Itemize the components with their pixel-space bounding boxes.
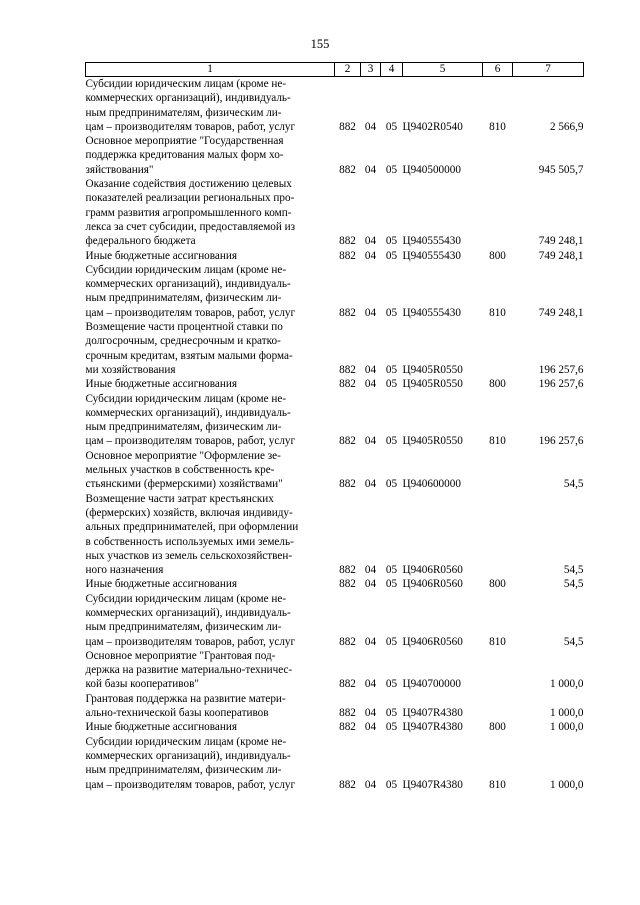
row-description (86, 492, 335, 578)
description-line: кой базы кооперативов" (85, 678, 199, 691)
cell-amount: 196 257,6 (538, 435, 584, 448)
cell-admin-code: 882 (339, 363, 356, 376)
cell-section: 04 (364, 363, 377, 376)
description-line: ного назначения (85, 564, 164, 577)
description-line: Иные бюджетные ассигнования (85, 378, 237, 391)
row-description (86, 720, 335, 734)
table-row (86, 263, 584, 320)
cell-subsection: 05 (385, 363, 398, 376)
cell-amount: 1 000,0 (549, 678, 584, 691)
cell-section: 04 (364, 163, 377, 176)
cell-expense-type: 800 (489, 249, 506, 262)
row-description (86, 320, 335, 377)
cell-expense-type (483, 449, 513, 492)
cell-target-article: Ц9405R0550 (402, 435, 463, 448)
table-row (86, 692, 584, 721)
description-line: коммерческих организаций), индивидуаль- (85, 406, 291, 419)
table-row (86, 392, 584, 449)
description-line: цам – производителям товаров, работ, услуг (85, 778, 296, 791)
cell-amount: 196 257,6 (538, 378, 584, 391)
cell-section: 04 (364, 249, 377, 262)
cell-target-article: Ц940555430 (402, 235, 461, 248)
cell-target-article: Ц9406R0560 (402, 578, 463, 591)
cell-amount: 1 000,0 (549, 707, 584, 720)
table-row (86, 592, 584, 649)
row-description (86, 377, 335, 391)
cell-target-article: Ц940555430 (402, 249, 461, 262)
cell-expense-type: 800 (489, 721, 506, 734)
cell-amount: 54,5 (563, 564, 584, 577)
cell-expense-type: 810 (489, 120, 506, 133)
cell-admin-code: 882 (339, 635, 356, 648)
cell-target-article: Ц9405R0550 (402, 378, 463, 391)
row-description (86, 649, 335, 692)
description-line: (фермерских) хозяйств, включая индивиду- (85, 506, 293, 519)
cell-expense-type: 810 (489, 435, 506, 448)
description-line: ным предпринимателям, физическим ли- (85, 292, 282, 305)
cell-amount: 749 248,1 (538, 249, 584, 262)
description-line: грамм развития агропромышленного комп- (85, 206, 292, 219)
description-line: ми хозяйствования (85, 363, 176, 376)
description-line: ных участков из земель сельскохозяйствен- (85, 549, 293, 562)
description-line: ным предпринимателям, физическим ли- (85, 421, 282, 434)
column-header: 1 (86, 63, 335, 77)
cell-section: 04 (364, 635, 377, 648)
cell-expense-type: 810 (489, 778, 506, 791)
row-description (86, 592, 335, 649)
cell-expense-type (483, 177, 513, 248)
description-line: срочным кредитам, взятым малыми форма- (85, 349, 293, 362)
cell-target-article: Ц9406R0560 (402, 564, 463, 577)
description-line: показателей реализации региональных про- (85, 192, 295, 205)
cell-amount: 54,5 (563, 578, 584, 591)
cell-section: 04 (364, 378, 377, 391)
cell-section: 04 (364, 306, 377, 319)
table-row (86, 377, 584, 391)
description-line: коммерческих организаций), индивидуаль- (85, 749, 291, 762)
cell-expense-type: 800 (489, 578, 506, 591)
table-row (86, 177, 584, 248)
cell-admin-code: 882 (339, 721, 356, 734)
cell-target-article: Ц9402R0540 (402, 120, 463, 133)
description-line: поддержка кредитования малых форм хо- (85, 149, 284, 162)
table-row (86, 77, 584, 135)
cell-admin-code: 882 (339, 778, 356, 791)
table-header-row (86, 63, 584, 77)
description-line: цам – производителям товаров, работ, услуг (85, 635, 296, 648)
description-line: федерального бюджета (85, 235, 196, 248)
row-description (86, 449, 335, 492)
description-line: Основное мероприятие "Грантовая под- (85, 649, 276, 662)
description-line: коммерческих организаций), индивидуаль- (85, 278, 291, 291)
row-description (86, 692, 335, 721)
cell-expense-type (483, 134, 513, 177)
table-row (86, 735, 584, 792)
table-row (86, 249, 584, 263)
row-description (86, 735, 335, 792)
cell-subsection: 05 (385, 678, 398, 691)
cell-subsection: 05 (385, 721, 398, 734)
description-line: мельных участков в собственность кре- (85, 464, 275, 477)
cell-amount: 196 257,6 (538, 363, 584, 376)
table-row (86, 577, 584, 591)
row-description (86, 392, 335, 449)
cell-expense-type (483, 692, 513, 721)
cell-admin-code: 882 (339, 678, 356, 691)
cell-section: 04 (364, 564, 377, 577)
cell-section: 04 (364, 578, 377, 591)
cell-amount: 749 248,1 (538, 306, 584, 319)
cell-expense-type (483, 492, 513, 578)
cell-admin-code: 882 (339, 120, 356, 133)
column-header: 6 (483, 63, 513, 77)
description-line: ным предпринимателям, физическим ли- (85, 764, 282, 777)
description-line: держка на развитие материально-техничес- (85, 664, 293, 677)
cell-expense-type: 810 (489, 306, 506, 319)
cell-target-article: Ц9407R4380 (402, 707, 463, 720)
cell-admin-code: 882 (339, 564, 356, 577)
description-line: Субсидии юридическим лицам (кроме не- (85, 592, 287, 605)
cell-amount: 54,5 (563, 635, 584, 648)
cell-admin-code: 882 (339, 306, 356, 319)
cell-target-article: Ц940700000 (402, 678, 461, 691)
cell-amount: 749 248,1 (538, 235, 584, 248)
description-line: цам – производителям товаров, работ, услуг (85, 435, 296, 448)
description-line: зяйствования" (85, 163, 154, 176)
cell-subsection: 05 (385, 235, 398, 248)
description-line: Возмещение части процентной ставки по (85, 321, 283, 334)
cell-section: 04 (364, 235, 377, 248)
description-line: Иные бюджетные ассигнования (85, 578, 237, 591)
cell-target-article: Ц940500000 (402, 163, 461, 176)
cell-admin-code: 882 (339, 707, 356, 720)
description-line: Субсидии юридическим лицам (кроме не- (85, 263, 287, 276)
description-line: стьянскими (фермерскими) хозяйствами" (85, 478, 283, 491)
cell-expense-type (483, 320, 513, 377)
description-line: Субсидии юридическим лицам (кроме не- (85, 735, 287, 748)
column-header: 5 (403, 63, 483, 77)
table-row (86, 649, 584, 692)
cell-subsection: 05 (385, 306, 398, 319)
cell-section: 04 (364, 778, 377, 791)
description-line: Оказание содействия достижению целевых (85, 178, 292, 191)
column-header: 4 (381, 63, 403, 77)
cell-subsection: 05 (385, 707, 398, 720)
cell-amount: 1 000,0 (549, 721, 584, 734)
table-row (86, 492, 584, 578)
cell-subsection: 05 (385, 435, 398, 448)
cell-section: 04 (364, 435, 377, 448)
cell-admin-code: 882 (339, 435, 356, 448)
description-line: ным предпринимателям, физическим ли- (85, 106, 282, 119)
cell-target-article: Ц9405R0550 (402, 363, 463, 376)
cell-subsection: 05 (385, 578, 398, 591)
description-line: Возмещение части затрат крестьянских (85, 492, 274, 505)
cell-admin-code: 882 (339, 478, 356, 491)
cell-subsection: 05 (385, 249, 398, 262)
row-description (86, 134, 335, 177)
row-description (86, 249, 335, 263)
cell-amount: 54,5 (563, 478, 584, 491)
row-description (86, 577, 335, 591)
cell-admin-code: 882 (339, 378, 356, 391)
description-line: альных предпринимателей, при оформлении (85, 521, 299, 534)
cell-expense-type (483, 649, 513, 692)
description-line: ально-технической базы кооперативов (85, 707, 269, 720)
description-line: Субсидии юридическим лицам (кроме не- (85, 392, 287, 405)
cell-target-article: Ц940600000 (402, 478, 461, 491)
cell-amount: 2 566,9 (549, 120, 584, 133)
table-body (86, 77, 584, 792)
description-line: Субсидии юридическим лицам (кроме не- (85, 78, 287, 90)
page-number: 155 (310, 37, 330, 51)
description-line: Основное мероприятие "Государственная (85, 135, 284, 148)
cell-admin-code: 882 (339, 249, 356, 262)
cell-section: 04 (364, 678, 377, 691)
column-header: 7 (513, 63, 584, 77)
description-line: коммерческих организаций), индивидуаль- (85, 92, 291, 105)
cell-target-article: Ц940555430 (402, 306, 461, 319)
cell-expense-type: 810 (489, 635, 506, 648)
cell-target-article: Ц9406R0560 (402, 635, 463, 648)
cell-amount: 945 505,7 (538, 163, 584, 176)
description-line: Иные бюджетные ассигнования (85, 721, 237, 734)
table-row (86, 134, 584, 177)
cell-subsection: 05 (385, 378, 398, 391)
description-line: цам – производителям товаров, работ, услуг (85, 120, 296, 133)
cell-section: 04 (364, 478, 377, 491)
description-line: в собственность используемых ими земель- (85, 535, 294, 548)
description-line: цам – производителям товаров, работ, услуг (85, 306, 296, 319)
cell-subsection: 05 (385, 163, 398, 176)
description-line: Грантовая поддержка на развитие матери- (85, 692, 286, 705)
row-description (86, 177, 335, 248)
cell-section: 04 (364, 120, 377, 133)
cell-section: 04 (364, 707, 377, 720)
cell-target-article: Ц9407R4380 (402, 778, 463, 791)
cell-target-article: Ц9407R4380 (402, 721, 463, 734)
cell-subsection: 05 (385, 635, 398, 648)
cell-subsection: 05 (385, 778, 398, 791)
budget-table (85, 62, 584, 792)
description-line: долгосрочным, среднесрочным и кратко- (85, 335, 281, 348)
table-row (86, 320, 584, 377)
cell-admin-code: 882 (339, 578, 356, 591)
row-description (86, 263, 335, 320)
cell-admin-code: 882 (339, 235, 356, 248)
cell-subsection: 05 (385, 564, 398, 577)
cell-section: 04 (364, 721, 377, 734)
column-header: 3 (361, 63, 381, 77)
row-description (86, 77, 335, 135)
cell-admin-code: 882 (339, 163, 356, 176)
description-line: коммерческих организаций), индивидуаль- (85, 606, 291, 619)
cell-expense-type: 800 (489, 378, 506, 391)
table-row (86, 449, 584, 492)
column-header: 2 (335, 63, 361, 77)
cell-amount: 1 000,0 (549, 778, 584, 791)
description-line: лекса за счет субсидии, предоставляемой из (85, 220, 296, 233)
table-row (86, 720, 584, 734)
description-line: Иные бюджетные ассигнования (85, 249, 237, 262)
cell-subsection: 05 (385, 120, 398, 133)
description-line: ным предпринимателям, физическим ли- (85, 621, 282, 634)
cell-subsection: 05 (385, 478, 398, 491)
description-line: Основное мероприятие "Оформление зе- (85, 449, 281, 462)
